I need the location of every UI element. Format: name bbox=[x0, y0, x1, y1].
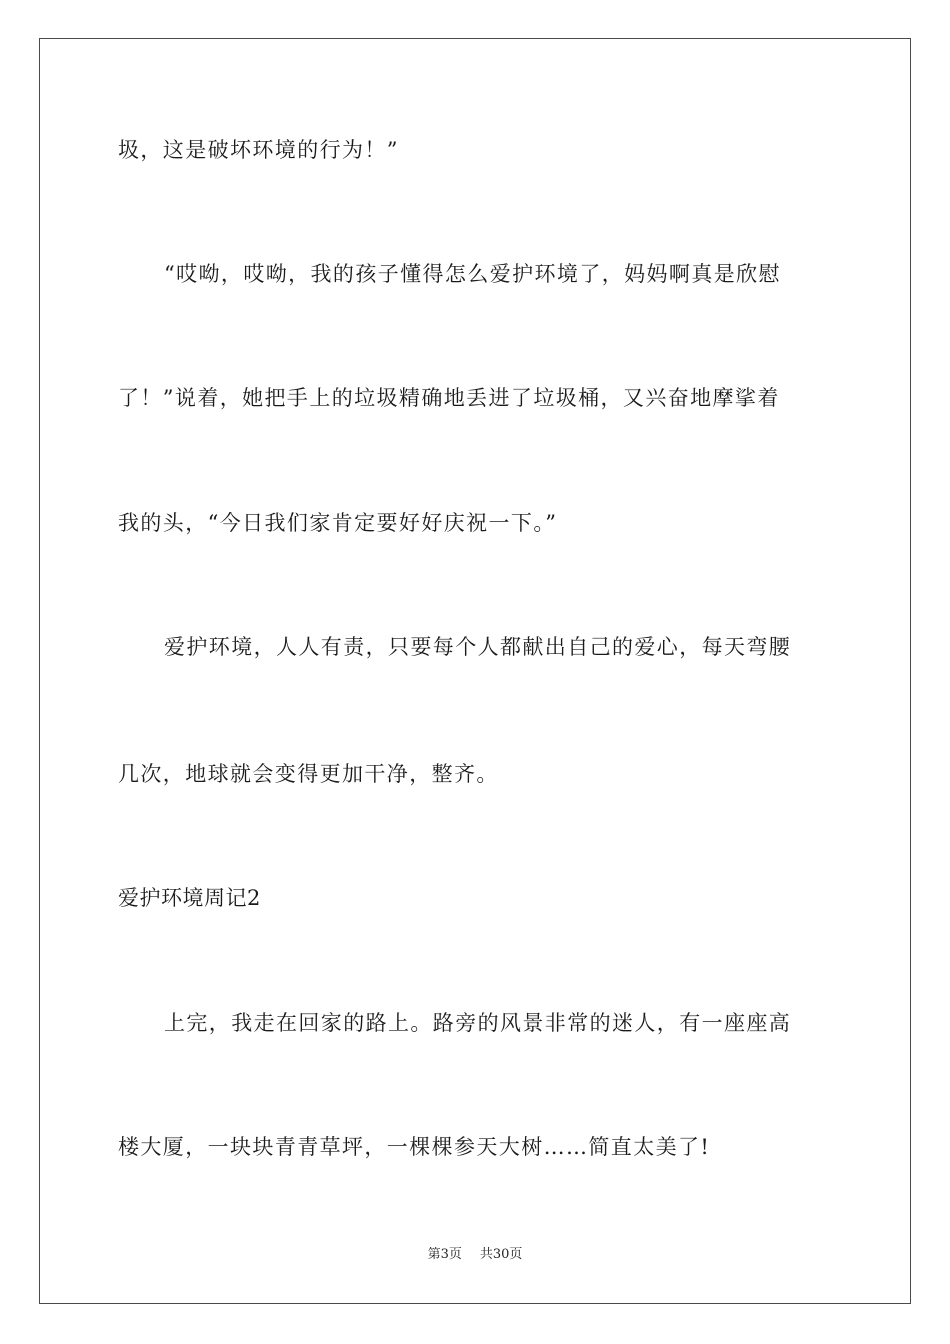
paragraph-line: 几次，地球就会变得更加干净，整齐。 bbox=[118, 762, 499, 786]
paragraph-line: 上完，我走在回家的路上。路旁的风景非常的迷人，有一座座高 bbox=[164, 1011, 792, 1035]
page-number: 第3页 bbox=[427, 1247, 462, 1262]
paragraph-line: 爱护环境，人人有责，只要每个人都献出自己的爱心，每天弯腰 bbox=[164, 635, 792, 659]
paragraph-line: 圾，这是破坏环境的行为！” bbox=[118, 138, 399, 162]
paragraph-line: 了！”说着，她把手上的垃圾精确地丢进了垃圾桶，又兴奋地摩挲着 bbox=[118, 386, 780, 410]
paragraph-line: “哎呦，哎呦，我的孩子懂得怎么爱护环境了，妈妈啊真是欣慰 bbox=[164, 262, 781, 286]
paragraph-line: 楼大厦，一块块青青草坪，一棵棵参天大树……简直太美了! bbox=[118, 1135, 711, 1159]
section-heading: 爱护环境周记2 bbox=[118, 886, 261, 910]
page-border bbox=[39, 38, 911, 1304]
paragraph-line: 我的头，“今日我们家肯定要好好庆祝一下。” bbox=[118, 511, 558, 535]
page-total: 共30页 bbox=[479, 1247, 523, 1262]
page-footer bbox=[0, 1246, 950, 1264]
